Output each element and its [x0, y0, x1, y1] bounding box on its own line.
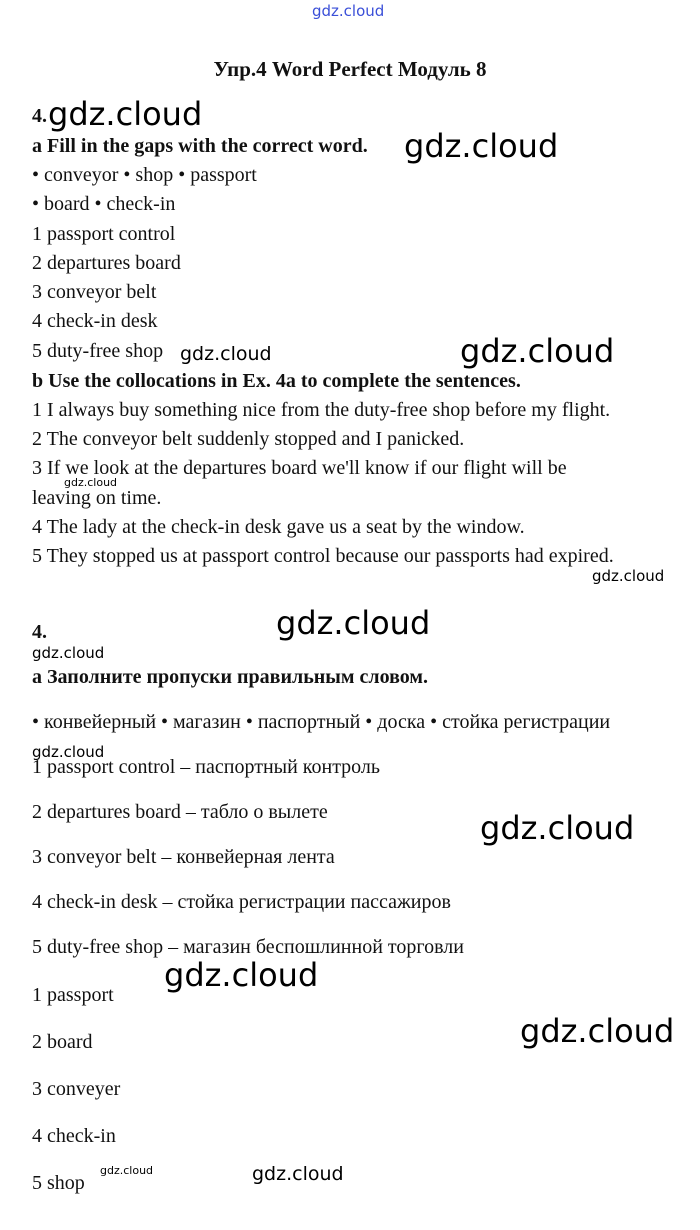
sentence-line: 4 The lady at the check-in desk gave us a seat by the window. — [32, 516, 525, 538]
watermark: gdz.cloud — [180, 343, 272, 365]
word-bank-line-2: • board • check-in — [32, 193, 176, 215]
answer-a-item: 3 conveyor belt — [32, 281, 157, 303]
watermark: gdz.cloud — [312, 2, 385, 20]
translation-item: 3 conveyor belt – конвейерная лента — [32, 846, 335, 868]
watermark: gdz.cloud — [520, 1012, 675, 1050]
watermark: gdz.cloud — [100, 1164, 154, 1177]
watermark: gdz.cloud — [64, 476, 118, 489]
watermark: gdz.cloud — [480, 809, 635, 847]
exercise-number-ru: 4. — [32, 621, 47, 643]
page-title: Упр.4 Word Perfect Модуль 8 — [213, 57, 487, 81]
watermark: gdz.cloud — [592, 567, 665, 585]
answer-item: 5 shop — [32, 1172, 85, 1194]
watermark: gdz.cloud — [48, 95, 203, 133]
translation-item: 5 duty-free shop – магазин беспошлинной торговли — [32, 936, 464, 958]
sentence-line: 5 They stopped us at passport control because our passports had expired. — [32, 545, 614, 567]
answer-item: 4 check-in — [32, 1125, 116, 1147]
watermark: gdz.cloud — [32, 644, 105, 662]
translation-item: 4 check-in desk – стойка регистрации пассажиров — [32, 891, 451, 913]
word-bank-line-1: • conveyor • shop • passport — [32, 164, 257, 186]
answer-a-item: 5 duty-free shop — [32, 340, 164, 362]
answer-a-item: 1 passport control — [32, 223, 176, 245]
answer-item: 1 passport — [32, 984, 114, 1006]
task-a-heading-ru: a Заполните пропуски правильным словом. — [32, 666, 429, 688]
answer-a-item: 2 departures board — [32, 252, 181, 274]
watermark: gdz.cloud — [164, 956, 319, 994]
watermark: gdz.cloud — [252, 1163, 344, 1185]
sentence-line: 3 If we look at the departures board we'll know if our flight will be — [32, 457, 567, 479]
answer-item: 2 board — [32, 1031, 93, 1053]
translation-item: 1 passport control – паспортный контроль — [32, 756, 381, 778]
watermark: gdz.cloud — [276, 604, 431, 642]
sentence-line: 2 The conveyor belt suddenly stopped and I panicked. — [32, 428, 465, 450]
answer-a-item: 4 check-in desk — [32, 310, 158, 332]
task-b-heading: b Use the collocations in Ex. 4a to complete the sentences. — [32, 370, 521, 392]
sentence-line: 1 I always buy something nice from the duty-free shop before my flight. — [32, 399, 611, 421]
sentence-line: leaving on time. — [32, 487, 162, 509]
answer-item: 3 conveyer — [32, 1078, 121, 1100]
watermark: gdz.cloud — [32, 743, 105, 761]
watermark: gdz.cloud — [460, 332, 615, 370]
watermark: gdz.cloud — [404, 127, 559, 165]
exercise-number: 4. — [32, 105, 47, 127]
word-bank-ru: • конвейерный • магазин • паспортный • доска • стойка регистрации — [32, 711, 611, 733]
translation-item: 2 departures board – табло о вылете — [32, 801, 328, 823]
task-a-heading: a Fill in the gaps with the correct word. — [32, 135, 368, 157]
